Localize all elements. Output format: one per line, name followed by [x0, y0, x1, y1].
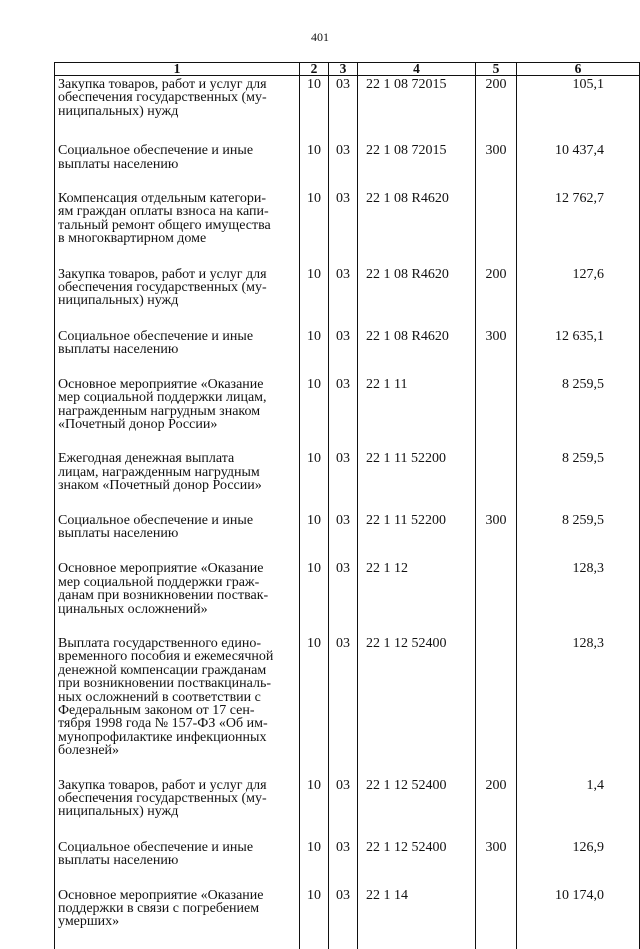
table-row	[55, 266, 640, 328]
subsection-code-cell: 03	[329, 560, 358, 635]
expense-type-cell: 200	[476, 266, 517, 328]
row-name-cell	[55, 266, 300, 328]
row-name-line: Федеральным законом от 17 сен-	[58, 703, 255, 718]
row-name-line: Выплата государственного едино-	[58, 635, 262, 651]
row-name-line: обеспечения государственных (му-	[58, 791, 267, 807]
row-name-line: Социальное обеспечение и иные	[58, 512, 254, 528]
col-header-5: 5	[476, 63, 517, 76]
subsection-code-cell: 03	[329, 512, 358, 561]
col-header-2: 2	[300, 63, 329, 76]
row-name-line: Закупка товаров, работ и услуг для	[58, 777, 267, 793]
expense-type-cell	[476, 376, 517, 451]
section-code-cell: 10	[300, 450, 329, 511]
row-name-line: Основное мероприятие «Оказание	[58, 887, 264, 903]
table-row	[55, 777, 640, 839]
row-name-cell	[55, 777, 300, 839]
amount-cell: 128,3	[517, 560, 640, 635]
row-name-line: Социальное обеспечение и иные	[58, 328, 254, 344]
expense-type-cell	[476, 560, 517, 635]
header-row	[55, 63, 640, 76]
row-name-line: болезней»	[58, 743, 120, 759]
target-article-cell: 22 1 08 R4620	[358, 328, 476, 376]
target-article-cell: 22 1 12 52400	[358, 839, 476, 887]
amount-cell: 128,3	[517, 635, 640, 777]
col-header-1: 1	[55, 63, 300, 76]
row-name-line: ных осложнений в соответствии с	[58, 689, 261, 705]
row-name-line: Ежегодная денежная выплата	[58, 451, 235, 467]
expense-type-cell: 300	[476, 512, 517, 561]
row-name-cell	[55, 76, 300, 143]
row-name-line: Закупка товаров, работ и услуг для	[58, 266, 267, 282]
row-name-line: данам при возникновении поствак-	[58, 588, 269, 604]
row-name-line: тября 1998 года № 157-ФЗ «Об им-	[58, 716, 268, 732]
table-body	[55, 76, 640, 949]
row-name-line: Основное мероприятие «Оказание	[58, 561, 264, 577]
subsection-code-cell: 03	[329, 887, 358, 949]
expense-type-cell: 200	[476, 777, 517, 839]
table-row	[55, 76, 640, 143]
target-article-cell: 22 1 11 52200	[358, 512, 476, 561]
subsection-code-cell: 03	[329, 777, 358, 839]
section-code-cell: 10	[300, 328, 329, 376]
expense-type-cell	[476, 450, 517, 511]
col-header-6: 6	[517, 63, 640, 76]
table-row	[55, 142, 640, 190]
row-name-cell	[55, 512, 300, 561]
expense-type-cell: 300	[476, 142, 517, 190]
row-name-line: мер социальной поддержки лицам,	[58, 390, 267, 406]
row-name-cell	[55, 887, 300, 949]
row-name-line: поддержки в связи с погребением	[58, 901, 260, 917]
subsection-code-cell: 03	[329, 142, 358, 190]
col-header-3: 3	[329, 63, 358, 76]
budget-table	[54, 62, 640, 949]
amount-cell: 8 259,5	[517, 450, 640, 511]
row-name-line: «Почетный донор России»	[58, 416, 218, 432]
expense-type-cell: 300	[476, 328, 517, 376]
row-name-line: Основное мероприятие «Оказание	[58, 376, 264, 392]
row-name-line: ниципальных) нужд	[58, 293, 179, 309]
section-code-cell: 10	[300, 376, 329, 451]
row-name-line: выплаты населению	[58, 156, 179, 172]
section-code-cell: 10	[300, 142, 329, 190]
amount-cell: 105,1	[517, 76, 640, 143]
target-article-cell: 22 1 08 R4620	[358, 266, 476, 328]
expense-type-cell	[476, 887, 517, 949]
col-header-4: 4	[358, 63, 476, 76]
row-name-cell	[55, 142, 300, 190]
section-code-cell: 10	[300, 190, 329, 266]
page-number: 401	[311, 30, 329, 44]
row-name-line: при возникновении поствакциналь-	[58, 676, 271, 692]
table-row	[55, 190, 640, 266]
section-code-cell: 10	[300, 266, 329, 328]
amount-cell: 12 635,1	[517, 328, 640, 376]
row-name-line: в многоквартирном доме	[58, 231, 207, 247]
section-code-cell: 10	[300, 512, 329, 561]
row-name-line: Компенсация отдельным категори-	[58, 191, 266, 207]
row-name-line: временного пособия и ежемесячной	[58, 649, 274, 665]
row-name-line: выплаты населению	[58, 853, 179, 869]
table-row	[55, 839, 640, 887]
amount-cell: 126,9	[517, 839, 640, 887]
row-name-line: награжденным нагрудным знаком	[58, 403, 261, 419]
target-article-cell: 22 1 08 R4620	[358, 190, 476, 266]
table-row	[55, 328, 640, 376]
row-name-line: цинальных осложнений»	[58, 601, 208, 617]
target-article-cell: 22 1 11 52200	[358, 450, 476, 511]
target-article-cell: 22 1 11	[358, 376, 476, 451]
amount-cell: 8 259,5	[517, 376, 640, 451]
subsection-code-cell: 03	[329, 266, 358, 328]
row-name-line: выплаты населению	[58, 525, 179, 541]
target-article-cell: 22 1 08 72015	[358, 142, 476, 190]
row-name-cell	[55, 450, 300, 511]
subsection-code-cell: 03	[329, 376, 358, 451]
row-name-cell	[55, 376, 300, 451]
subsection-code-cell: 03	[329, 190, 358, 266]
subsection-code-cell: 03	[329, 839, 358, 887]
expense-type-cell: 300	[476, 839, 517, 887]
section-code-cell: 10	[300, 839, 329, 887]
row-name-line: Социальное обеспечение и иные	[58, 839, 254, 855]
row-name-line: Закупка товаров, работ и услуг для	[58, 77, 267, 92]
expense-type-cell	[476, 190, 517, 266]
amount-cell: 127,6	[517, 266, 640, 328]
table-row	[55, 560, 640, 635]
section-code-cell: 10	[300, 777, 329, 839]
target-article-cell: 22 1 14	[358, 887, 476, 949]
amount-cell: 8 259,5	[517, 512, 640, 561]
row-name-cell	[55, 328, 300, 376]
table-row	[55, 512, 640, 561]
subsection-code-cell: 03	[329, 450, 358, 511]
subsection-code-cell: 03	[329, 328, 358, 376]
section-code-cell: 10	[300, 887, 329, 949]
row-name-cell	[55, 839, 300, 887]
row-name-line: обеспечения государственных (му-	[58, 280, 267, 296]
amount-cell: 10 437,4	[517, 142, 640, 190]
table-row	[55, 450, 640, 511]
row-name-line: лицам, награжденным нагрудным	[58, 464, 260, 480]
table-row	[55, 376, 640, 451]
row-name-line: тальный ремонт общего имущества	[58, 217, 271, 233]
row-name-line: обеспечения государственных (му-	[58, 90, 267, 106]
row-name-line: денежной компенсации гражданам	[58, 662, 267, 678]
row-name-line: Социальное обеспечение и иные	[58, 143, 254, 159]
amount-cell: 1,4	[517, 777, 640, 839]
section-code-cell: 10	[300, 76, 329, 143]
target-article-cell: 22 1 12	[358, 560, 476, 635]
row-name-line: выплаты населению	[58, 342, 179, 358]
row-name-line: умерших»	[58, 914, 120, 930]
row-name-cell	[55, 190, 300, 266]
section-code-cell: 10	[300, 635, 329, 777]
target-article-cell: 22 1 12 52400	[358, 777, 476, 839]
row-name-line: знаком «Почетный донор России»	[58, 478, 262, 494]
row-name-line: мунопрофилактике инфекционных	[58, 729, 267, 745]
row-name-cell	[55, 635, 300, 777]
row-name-cell	[55, 560, 300, 635]
expense-type-cell	[476, 635, 517, 777]
amount-cell: 12 762,7	[517, 190, 640, 266]
target-article-cell: 22 1 08 72015	[358, 76, 476, 143]
row-name-line: ниципальных) нужд	[58, 103, 179, 119]
expense-type-cell: 200	[476, 76, 517, 143]
row-name-line: ниципальных) нужд	[58, 804, 179, 820]
row-name-line: мер социальной поддержки граж-	[58, 574, 260, 590]
subsection-code-cell: 03	[329, 635, 358, 777]
section-code-cell: 10	[300, 560, 329, 635]
row-name-line: ям граждан оплаты взноса на капи-	[58, 204, 269, 220]
amount-cell: 10 174,0	[517, 887, 640, 949]
subsection-code-cell: 03	[329, 76, 358, 143]
table-row	[55, 887, 640, 949]
table-row	[55, 635, 640, 777]
target-article-cell: 22 1 12 52400	[358, 635, 476, 777]
